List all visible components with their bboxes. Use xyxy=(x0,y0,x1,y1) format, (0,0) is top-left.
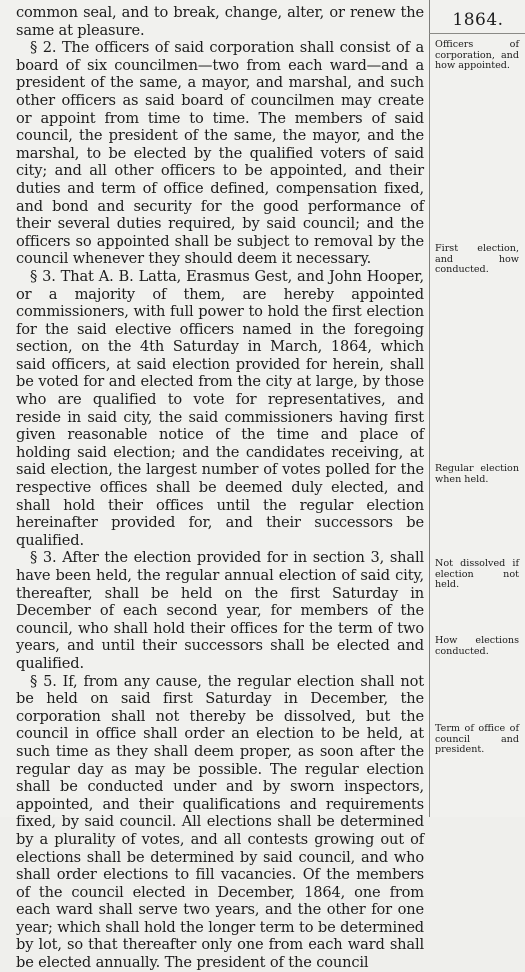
page-year-heading: 1864. xyxy=(452,10,504,30)
paragraph-section-2: § 2. The officers of said corporation shall consist of a board of six councilmen—two from each ward—and a president of the same, a mayor, and marshal, and such other officers as said board of councilmen may create or appoint from time to time. The members of said council, the president of the same, the mayor, and the marshal, to be elected by the qualified voters of said city; and all other officers to be appointed, and their duties and term of office defined, compensation fixed, and bond and security for the good performance of their several duties required, by said council; and the officers so appointed shall be subject to removal by the council whenever they should deem it necessary. xyxy=(16,39,424,268)
margin-note-not-dissolved: Not dissolved if election not held. xyxy=(435,558,519,591)
year-heading-rule xyxy=(429,33,525,34)
margin-divider-line xyxy=(429,0,430,817)
paragraph-section-5: § 5. If, from any cause, the regular election shall not be held on said first Saturday in December, the corporation shall not thereby be dissolved, but the council in office shall order an election to be held, at such time as they shall deem proper, as soon after the regular day as may be possible. The regular election shall be conducted under and by sworn inspectors, appointed, and their qualifications and requirements fixed, by said council. All elections shall be determined by a plurality of votes, and all contests growing out of elections shall be determined by said council, and who shall order elections to fill vacancies. Of the members of the council elected in December, 1864, one from each ward shall serve two years, and the other for one year; which shall hold the longer term to be determined by lot, so that thereafter only one from each ward shall be elected annually. The president of the council xyxy=(16,672,424,972)
main-text-column xyxy=(16,4,424,972)
margin-note-regular-election: Regular election when held. xyxy=(435,463,519,485)
paragraph-section-3-first-election: § 3. That A. B. Latta, Erasmus Gest, and John Hooper, or a majority of them, are hereby appointed commissioners, with full power to hold the first election for the said elective officers named in the foregoing section, on the 4th Saturday in March, 1864, which said officers, at said election provided for herein, shall be voted for and elected from the city at large, by those who are qualified to vote for representatives, and reside in said city, the said commissioners having first given reasonable notice of the time and place of holding said election; and the candidates receiving, at said election, the largest number of votes polled for the respective offices shall be deemed duly elected, and shall hold their offices until the regular election hereinafter provided for, and their successors be qualified. xyxy=(16,267,424,549)
margin-note-term-of-office: Term of office of council and president. xyxy=(435,723,519,756)
paragraph-continuation: common seal, and to break, change, alter, or renew the same at pleasure. xyxy=(16,4,424,39)
margin-note-officers: Officers of corporation, and how appointed. xyxy=(435,39,519,72)
margin-note-how-elections: How elections conducted. xyxy=(435,635,519,657)
paragraph-section-3-regular-election: § 3. After the election provided for in section 3, shall have been held, the regular annual election of said city, thereafter, shall be held on the first Saturday in December of each second year, for members of the council, who shall hold their offices for the term of two years, and until their successors shall be elected and qualified. xyxy=(16,549,424,672)
margin-note-first-election: First election, and how conducted. xyxy=(435,243,519,276)
